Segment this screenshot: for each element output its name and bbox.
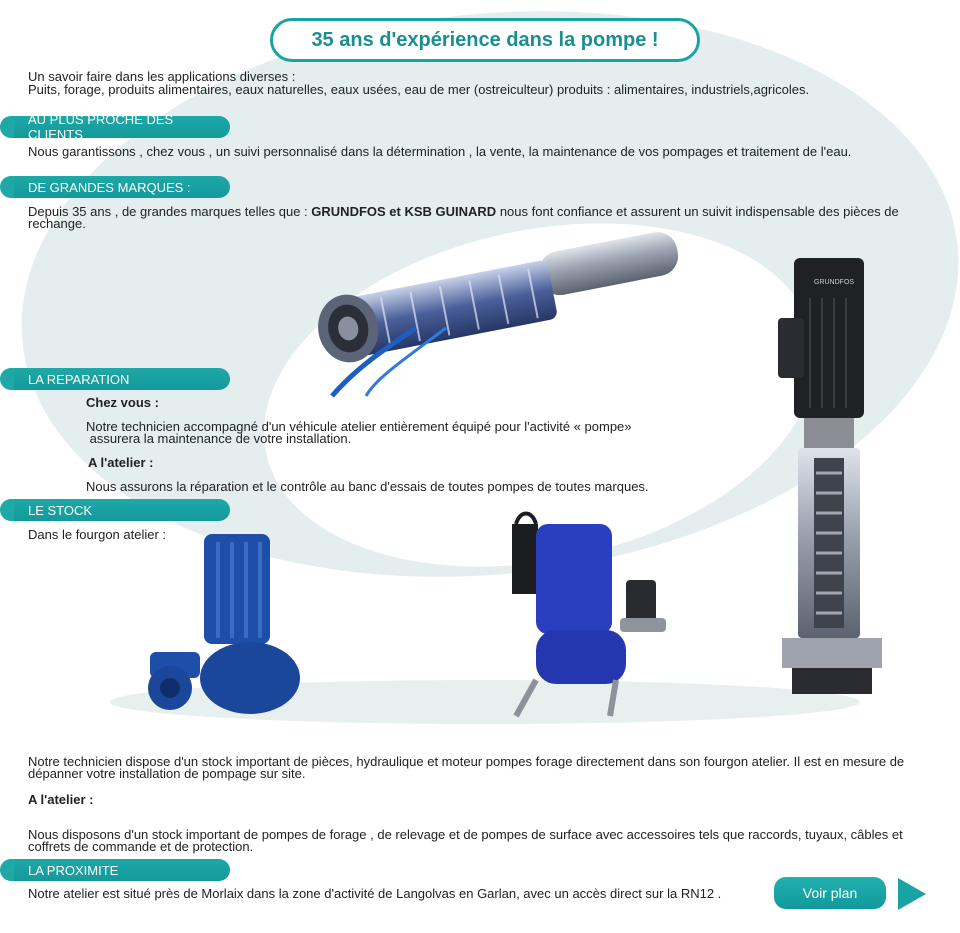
submersible-drainage-pump-image bbox=[506, 510, 676, 722]
voir-plan-label: Voir plan bbox=[802, 885, 858, 901]
reparation-chez-vous-line2: assurera la maintenance de votre installation. bbox=[86, 431, 352, 446]
marques-brands: GRUNDFOS et KSB GUINARD bbox=[311, 204, 497, 219]
section-heading-clients-label: AU PLUS PROCHE DES CLIENTS bbox=[28, 112, 174, 142]
clients-text: Nous garantissons , chez vous , un suivi personnalisé dans la détermination , la vente, la maintenance de vos pompages et traitement de l'eau. bbox=[28, 144, 852, 159]
voir-plan-button[interactable] bbox=[774, 877, 886, 909]
marques-text-before: Depuis 35 ans , de grandes marques telles que : bbox=[28, 204, 312, 219]
intro-line-2: Puits, forage, produits alimentaires, eaux naturelles, eaux usées, eau de mer (ostreiculteur) produits : alimentaires, industriels,agricoles. bbox=[28, 82, 810, 97]
reparation-chez-vous-line1: Notre technicien accompagné d'un véhicule atelier entièrement équipé pour l'activité « pompe» bbox=[86, 419, 632, 434]
reparation-atelier-label: A l'atelier : bbox=[88, 455, 154, 470]
proximite-text: Notre atelier est situé près de Morlaix dans la zone d'activité de Langolvas en Garlan, avec un accès direct sur la RN12 . bbox=[28, 886, 722, 901]
submersible-sewage-pump-image bbox=[140, 528, 300, 718]
stock-fourgon-line2: dépanner votre installation de pompage sur site. bbox=[28, 766, 306, 781]
section-heading-reparation bbox=[14, 368, 230, 390]
section-heading-marques bbox=[14, 176, 230, 198]
section-heading-clients bbox=[14, 112, 230, 142]
section-heading-proximite-label: LA PROXIMITE bbox=[28, 862, 119, 878]
stock-atelier-line2: coffrets de commande et de protection. bbox=[28, 839, 254, 854]
marques-text bbox=[28, 206, 899, 218]
intro-line-1: Un savoir faire dans les applications diverses : bbox=[28, 69, 296, 84]
reparation-chez-vous-label: Chez vous : bbox=[86, 395, 159, 410]
stock-fourgon-label: Dans le fourgon atelier : bbox=[28, 527, 167, 542]
section-heading-marques-label: DE GRANDES MARQUES : bbox=[28, 179, 191, 195]
stock-atelier-line1: Nous disposons d'un stock important de pompes de forage , de relevage et de pompes de surface avec accessoires tels que raccords, tuyaux, câbles et bbox=[28, 827, 903, 842]
section-heading-stock bbox=[14, 499, 230, 521]
reparation-atelier-text: Nous assurons la réparation et le contrôle au banc d'essais de toutes pompes de toutes marques. bbox=[86, 479, 649, 494]
page-title bbox=[270, 18, 700, 62]
stock-atelier-label: A l'atelier : bbox=[28, 792, 94, 807]
marques-text-after: nous font confiance et assurent un suivit indispensable des pièces de bbox=[496, 204, 899, 219]
section-heading-stock-label: LE STOCK bbox=[28, 502, 93, 518]
section-heading-reparation-label: LA REPARATION bbox=[28, 371, 130, 387]
play-arrow-icon[interactable] bbox=[898, 878, 926, 910]
marques-text-line2: rechange. bbox=[28, 216, 86, 231]
section-heading-proximite bbox=[14, 859, 230, 881]
stock-fourgon-line1: Notre technicien dispose d'un stock important de pièces, hydraulique et moteur pompes forage directement dans son fourgon atelier. Il est en mesure de bbox=[28, 754, 905, 769]
vertical-multistage-pump-image bbox=[770, 258, 890, 698]
borehole-pump-image bbox=[296, 228, 696, 398]
pump-brand-label: GRUNDFOS bbox=[814, 279, 855, 286]
page-title-text: 35 ans d'expérience dans la pompe ! bbox=[311, 28, 659, 51]
